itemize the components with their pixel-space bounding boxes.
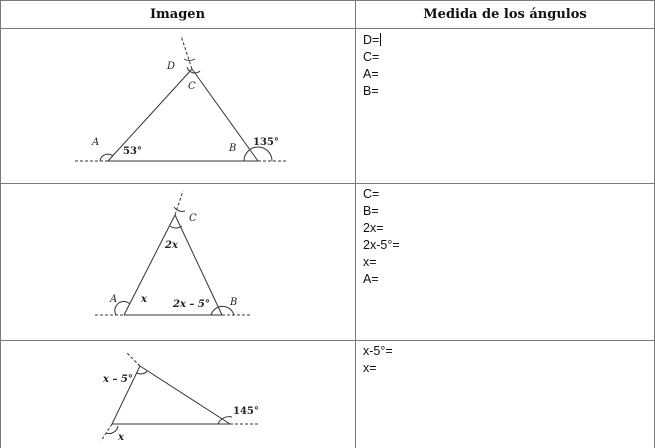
answer-line[interactable]: B= <box>363 84 379 98</box>
label-A: A <box>92 137 100 148</box>
answer-line[interactable]: 2x-5°= <box>363 238 400 252</box>
angle-A-value: 53° <box>123 146 142 157</box>
answer-line[interactable]: B= <box>363 204 379 218</box>
answers-row-1 <box>363 32 381 100</box>
text-cursor <box>380 33 381 46</box>
header-angle-measures: Medida de los ángulos <box>423 6 587 22</box>
answers-row-3 <box>363 343 393 377</box>
answer-line[interactable]: C= <box>363 50 380 64</box>
label-D: D <box>167 61 176 72</box>
label-C: C <box>189 213 197 224</box>
angle-B-value: 135° <box>253 137 279 148</box>
answer-line[interactable]: x= <box>363 361 377 375</box>
column-divider <box>355 0 356 448</box>
triangle-figure-1 <box>0 29 355 183</box>
header-image: Imagen <box>149 6 206 22</box>
angle-top-expression: x – 5° <box>103 374 133 385</box>
label-C: C <box>188 81 196 92</box>
answer-line[interactable]: A= <box>363 67 379 81</box>
triangle-figure-2 <box>0 184 355 340</box>
answer-line[interactable]: D= <box>363 33 380 47</box>
angle-A-expression: x <box>141 294 147 305</box>
angle-right-value: 145° <box>233 406 259 417</box>
triangle-figure-3 <box>0 341 355 448</box>
answer-line[interactable]: 2x= <box>363 221 384 235</box>
answer-line[interactable]: x-5°= <box>363 344 393 358</box>
angle-B-expression: 2x – 5° <box>173 299 210 310</box>
angle-C-expression: 2x <box>165 240 178 251</box>
answer-line[interactable]: x= <box>363 255 377 269</box>
angle-bottom-expression: x <box>118 432 124 443</box>
label-B: B <box>229 143 237 154</box>
answer-line[interactable]: C= <box>363 187 380 201</box>
label-A: A <box>110 294 118 305</box>
answers-row-2 <box>363 186 400 288</box>
answer-line[interactable]: A= <box>363 272 379 286</box>
label-B: B <box>230 297 238 308</box>
